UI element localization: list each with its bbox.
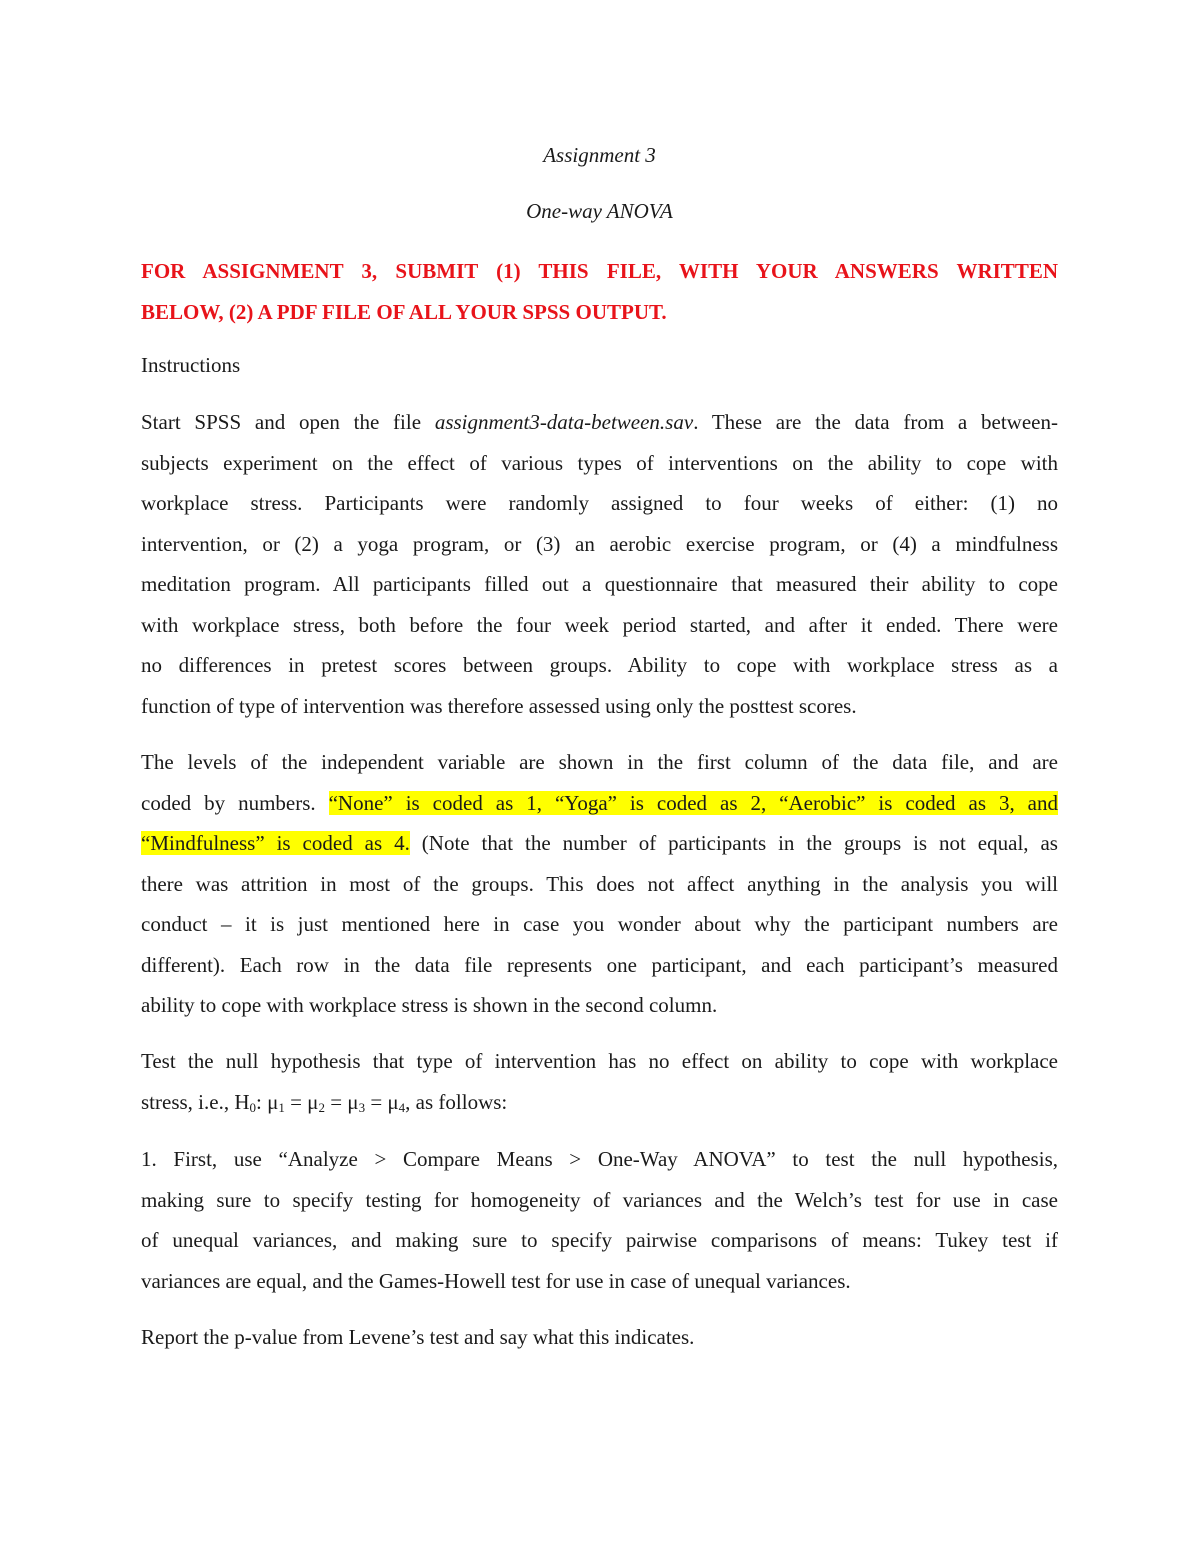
highlighted-coding: “Mindfulness” is coded as 4. bbox=[141, 831, 410, 855]
instructions-heading: Instructions bbox=[141, 353, 241, 377]
highlighted-coding: “None” is coded as 1, “Yoga” is coded as 2, “Aerobic” is coded as 3, and bbox=[328, 790, 1058, 815]
submit-notice-line: FOR ASSIGNMENT 3, SUBMIT (1) THIS FILE, WITH YOUR ANSWERS WRITTEN bbox=[141, 259, 1058, 283]
submit-notice bbox=[141, 251, 1058, 333]
null-hypothesis: stress, i.e., $H_0$: $\mu_1 = \mu_2 = \mu_3 = \mu_4$, as follows: bbox=[141, 1089, 508, 1115]
submit-notice-line: BELOW, (2) A PDF FILE OF ALL YOUR SPSS OUTPUT. bbox=[141, 300, 667, 324]
paragraph-hypothesis: Test the null hypothesis that type of intervention has no effect on ability to cope with workplace stress, i.e., $H_0$: $\mu_1 = \mu_2 = \mu_3 = \mu_4$, as follows: bbox=[141, 1041, 1058, 1128]
page-title: Assignment 3 bbox=[543, 143, 656, 167]
paragraph-coding: The levels of the independent variable are shown in the first column of the data file, and are coded by numbers. “None” is coded as 1, “Yoga” is coded as 2, “Aerobic” is coded as 3, and “Mindfulness” is coded as 4. (Note that the number of participants in the groups is not equal, as there was attrition in most of the groups. This does not affect anything in the analysis you will conduct – it is just mentioned here in case you wonder about why the participant numbers are different). Each row in the data file represents one participant, and each participant’s measured ability to cope with workplace stress is shown in the second column. bbox=[141, 750, 1058, 1017]
paragraph-levene: Report the p-value from Levene’s test and say what this indicates. bbox=[141, 1325, 695, 1349]
paragraph-step-1: 1. First, use “Analyze > Compare Means > One-Way ANOVA” to test the null hypothesis, making sure to specify testing for homogeneity of variances and the Welch’s test for use in case of unequal variances, and making sure to specify pairwise comparisons of means: Tukey test if variances are equal, and the Games-Howell test for use in case of unequal variances. bbox=[141, 1147, 1058, 1293]
paragraph-intro: Start SPSS and open the file assignment3-data-between.sav. These are the data from a between- subjects experiment on the effect of various types of interventions on the ability to cope with workplace stress. Participants were randomly assigned to four weeks of either: (1) no intervention, or (2) a yoga program, or (3) an aerobic exercise program, or (4) a mindfulness meditation program. All participants filled out a questionnaire that measured their ability to cope with workplace stress, both before the four week period started, and after it ended. There were no differences in pretest scores between groups. Ability to cope with workplace stress as a function of type of intervention was therefore assessed using only the posttest scores. bbox=[141, 410, 1058, 718]
data-file-name: assignment3-data-between.sav bbox=[434, 410, 694, 434]
page-subtitle: One-way ANOVA bbox=[526, 199, 673, 223]
